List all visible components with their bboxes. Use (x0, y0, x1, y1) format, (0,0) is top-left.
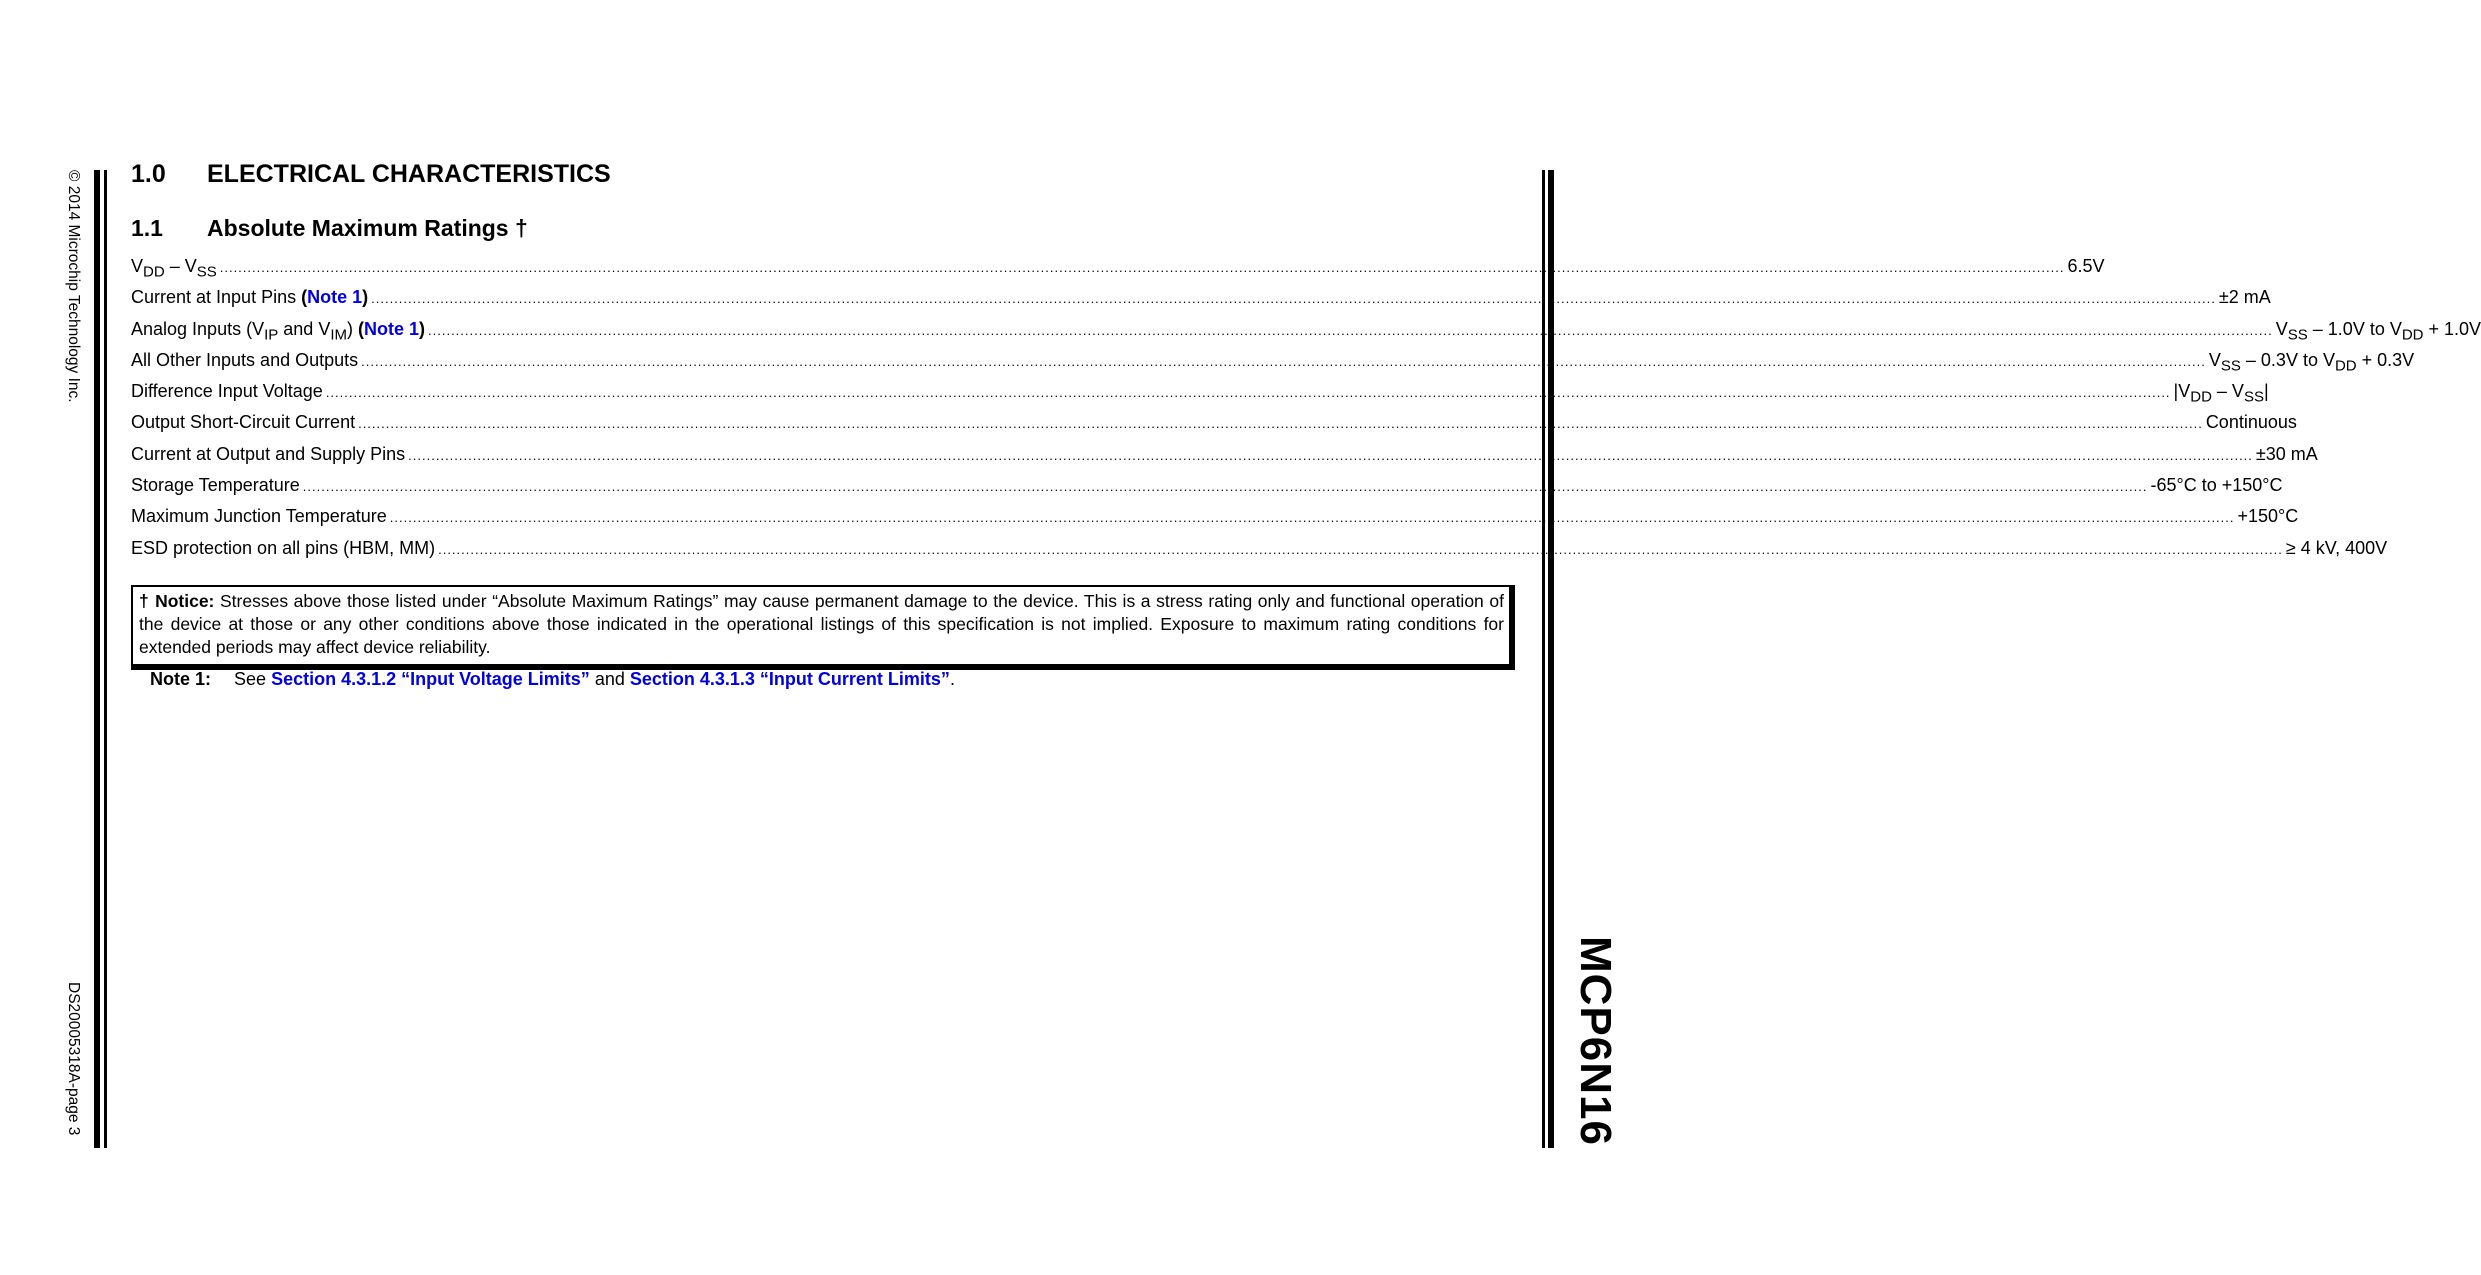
rating-value: 6.5V (2067, 256, 2105, 276)
subsection-heading (131, 215, 528, 242)
rating-row (131, 412, 2297, 443)
left-rule-thick (94, 170, 100, 1148)
section-heading (131, 160, 611, 189)
doc-id-text: DS20005318A-page 3 (65, 982, 82, 1136)
notice-text: Stresses above those listed under “Absolute Maximum Ratings” may cause permanent damage to the device. This is a stress rating only and functional operation of the device at those or any other conditions above those indicated in the operational listings of this specification is not implied. Exposure to maximum rating conditions for extended periods may affect device reliability. (139, 591, 1504, 657)
rating-row (131, 537, 2388, 569)
copyright-text: © 2014 Microchip Technology Inc. (65, 170, 82, 403)
rating-name: Storage Temperature (131, 475, 300, 496)
left-rule-thin (104, 170, 107, 1148)
notice-label: † Notice: (139, 591, 215, 611)
note-1-link[interactable]: Note 1 (364, 318, 420, 339)
rating-name: Output Short-Circuit Current (131, 412, 356, 433)
dot-leader: ................................................................................................................................................................................................................................................................................................................................................................................................................ (358, 416, 2203, 432)
dot-leader: ................................................................................................................................................................................................................................................................................................................................................................................................................ (302, 479, 2148, 495)
dot-leader: ................................................................................................................................................................................................................................................................................................................................................................................................................ (389, 510, 2235, 526)
rating-name: Current at Output and Supply Pins (131, 443, 406, 464)
note-1-period: . (949, 669, 955, 689)
rating-name: Current at Input Pins (Note 1) (131, 287, 369, 308)
rating-row (131, 318, 2481, 350)
rating-label: Current at Input Pins (131, 287, 297, 308)
subsection-title: Absolute Maximum Ratings † (207, 215, 528, 241)
rating-row (131, 506, 2299, 537)
dot-leader: ................................................................................................................................................................................................................................................................................................................................................................................................................ (361, 353, 2206, 369)
note-1 (150, 669, 955, 690)
note-1-and: and (594, 669, 625, 689)
right-rule-thick (1548, 170, 1554, 1148)
rating-row (131, 349, 2415, 381)
rating-row (131, 287, 2271, 318)
rating-value: ±2 mA (2218, 287, 2271, 308)
rating-name: Difference Input Voltage (131, 381, 323, 402)
ratings-list (131, 256, 2481, 569)
part-number: MCP6N16 (1571, 936, 1620, 1146)
rating-row (131, 256, 2105, 287)
rating-value: $|V_{DD} - V_{SS}|$ (2173, 381, 2269, 406)
rating-value: -65°C to +150°C (2150, 475, 2283, 496)
note-1-see: See (234, 669, 267, 689)
section-number: 1.0 (131, 160, 166, 188)
rating-value: $V_{SS} - 1.0V$ to $V_{DD} + 1.0V$ (2275, 318, 2481, 344)
rating-name: Maximum Junction Temperature (131, 506, 387, 527)
dot-leader: ................................................................................................................................................................................................................................................................................................................................................................................................................ (438, 541, 2283, 557)
rating-value: Continuous (2205, 412, 2297, 433)
note-1-link[interactable]: Note 1 (307, 287, 363, 308)
section-title: ELECTRICAL CHARACTERISTICS (207, 160, 611, 188)
dot-leader: ................................................................................................................................................................................................................................................................................................................................................................................................................ (408, 447, 2253, 463)
rating-row (131, 381, 2269, 412)
dot-leader: ................................................................................................................................................................................................................................................................................................................................................................................................................ (219, 260, 2065, 275)
section-4-3-1-3-link[interactable]: Section 4.3.1.3 “Input Current Limits” (629, 669, 950, 689)
dot-leader: ................................................................................................................................................................................................................................................................................................................................................................................................................ (325, 385, 2171, 401)
rating-value: ±30 mA (2255, 443, 2318, 464)
right-rule-thin (1542, 170, 1545, 1148)
rating-row (131, 443, 2318, 475)
rating-row (131, 475, 2283, 506)
note-1-label: Note 1: (150, 669, 212, 689)
rating-value: $V_{SS} - 0.3V$ to $V_{DD} + 0.3V$ (2208, 349, 2415, 375)
subsection-number: 1.1 (131, 215, 163, 241)
dot-leader: ................................................................................................................................................................................................................................................................................................................................................................................................................ (428, 322, 2273, 338)
rating-name: Analog Inputs ($V_{IP}$ and $V_{IM}$) (Note 1) (131, 318, 426, 344)
notice-box (131, 585, 1515, 670)
rating-value: +150°C (2237, 506, 2299, 527)
rating-name: ESD protection on all pins (HBM, MM) (131, 537, 436, 558)
rating-name: $V_{DD} - V_{SS}$ (131, 256, 217, 281)
rating-name: All Other Inputs and Outputs (131, 349, 359, 370)
dot-leader: ................................................................................................................................................................................................................................................................................................................................................................................................................ (371, 291, 2216, 307)
rating-value: ≥ 4 kV, 400V (2285, 537, 2388, 558)
section-4-3-1-2-link[interactable]: Section 4.3.1.2 “Input Voltage Limits” (271, 669, 590, 689)
